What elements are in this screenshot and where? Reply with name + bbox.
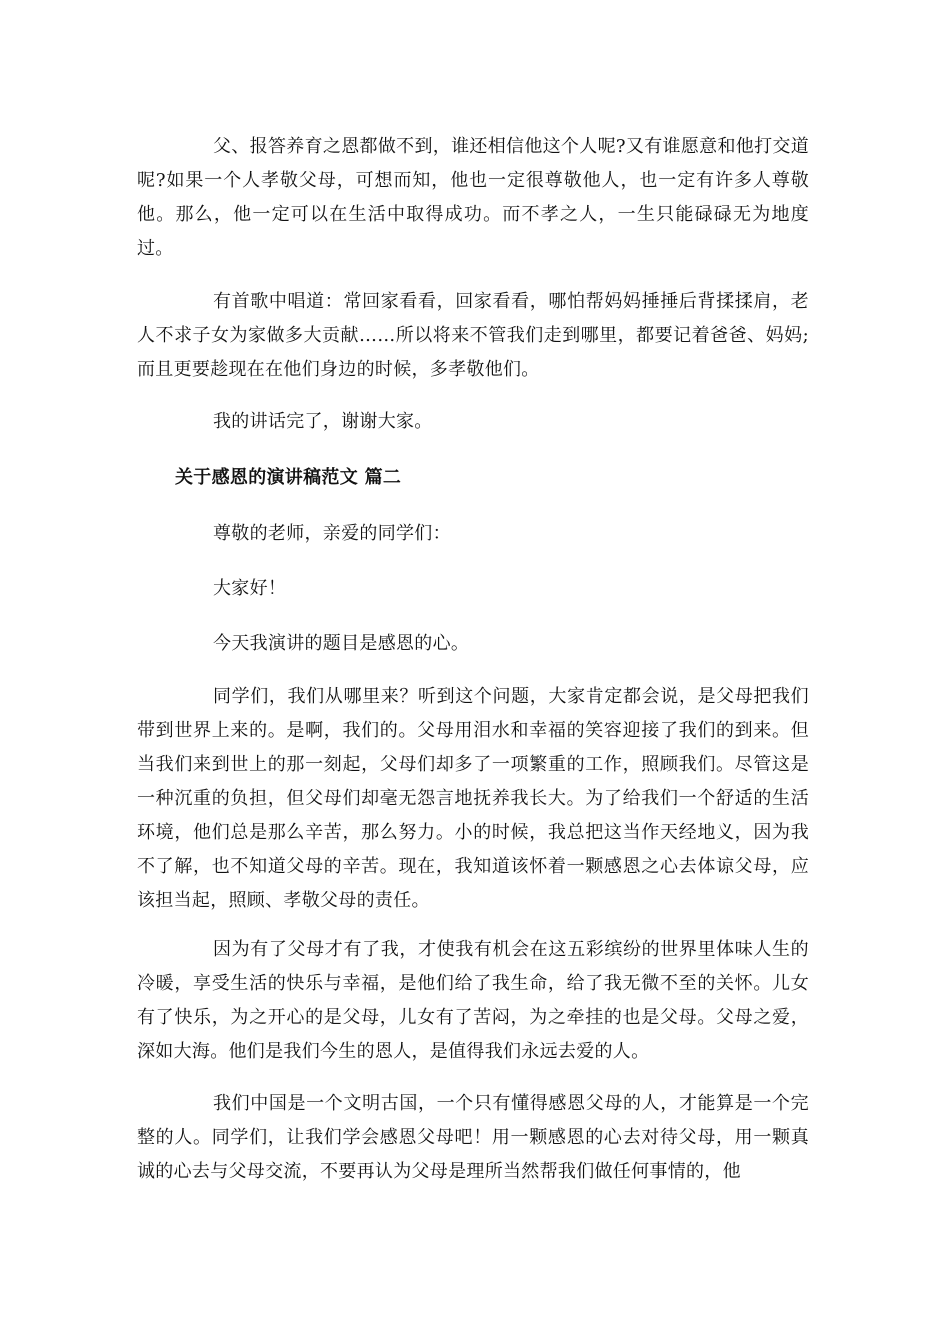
speech-topic: 今天我演讲的题目是感恩的心。 [213,633,470,654]
section-heading: 关于感恩的演讲稿范文 篇二 [175,467,402,488]
paragraph-5: 因为有了父母才有了我，才使我有机会在这五彩缤纷的世界里体味人生的冷暖，享受生活的快乐与幸福，是他们给了我生命，给了我无微不至的关怀。儿女有了快乐，为之开心的是父母，儿女有了苦闷，为之牵挂的也是父母。父母之爱，深如大海。他们是我们今生的恩人，是值得我们永远去爱的人。 [137,939,809,1062]
paragraph-1: 父、报答养育之恩都做不到，谁还相信他这个人呢?又有谁愿意和他打交道呢?如果一个人孝敬父母，可想而知，他也一定很尊敬他人，也一定有许多人尊敬他。那么，他一定可以在生活中取得成功。而不孝之人，一生只能碌碌无为地度过。 [137,136,809,259]
salutation: 尊敬的老师，亲爱的同学们： [213,523,451,544]
paragraph-6: 我们中国是一个文明古国，一个只有懂得感恩父母的人，才能算是一个完整的人。同学们，让我们学会感恩父母吧！用一颗感恩的心去对待父母，用一颗真诚的心去与父母交流，不要再认为父母是理所当然帮我们做任何事情的，他 [137,1093,809,1182]
paragraph-4: 同学们，我们从哪里来？听到这个问题，大家肯定都会说，是父母把我们带到世界上来的。是啊，我们的。父母用泪水和幸福的笑容迎接了我们的到来。但当我们来到世上的那一刻起，父母们却多了一项繁重的工作，照顾我们。尽管这是一种沉重的负担，但父母们却毫无怨言地抚养我长大。为了给我们一个舒适的生活环境，他们总是那么辛苦，那么努力。小的时候，我总把这当作天经地义，因为我不了解，也不知道父母的辛苦。现在，我知道该怀着一颗感恩之心去体谅父母，应该担当起，照顾、孝敬父母的责任。 [137,686,809,911]
greeting: 大家好！ [213,578,287,599]
paragraph-3: 我的讲话完了，谢谢大家。 [213,411,433,432]
paragraph-2: 有首歌中唱道：常回家看看，回家看看，哪怕帮妈妈捶捶后背揉揉肩，老人不求子女为家做多大贡献……所以将来不管我们走到哪里，都要记着爸爸、妈妈;而且更要趁现在在他们身边的时候，多孝敬他们。 [137,291,809,380]
